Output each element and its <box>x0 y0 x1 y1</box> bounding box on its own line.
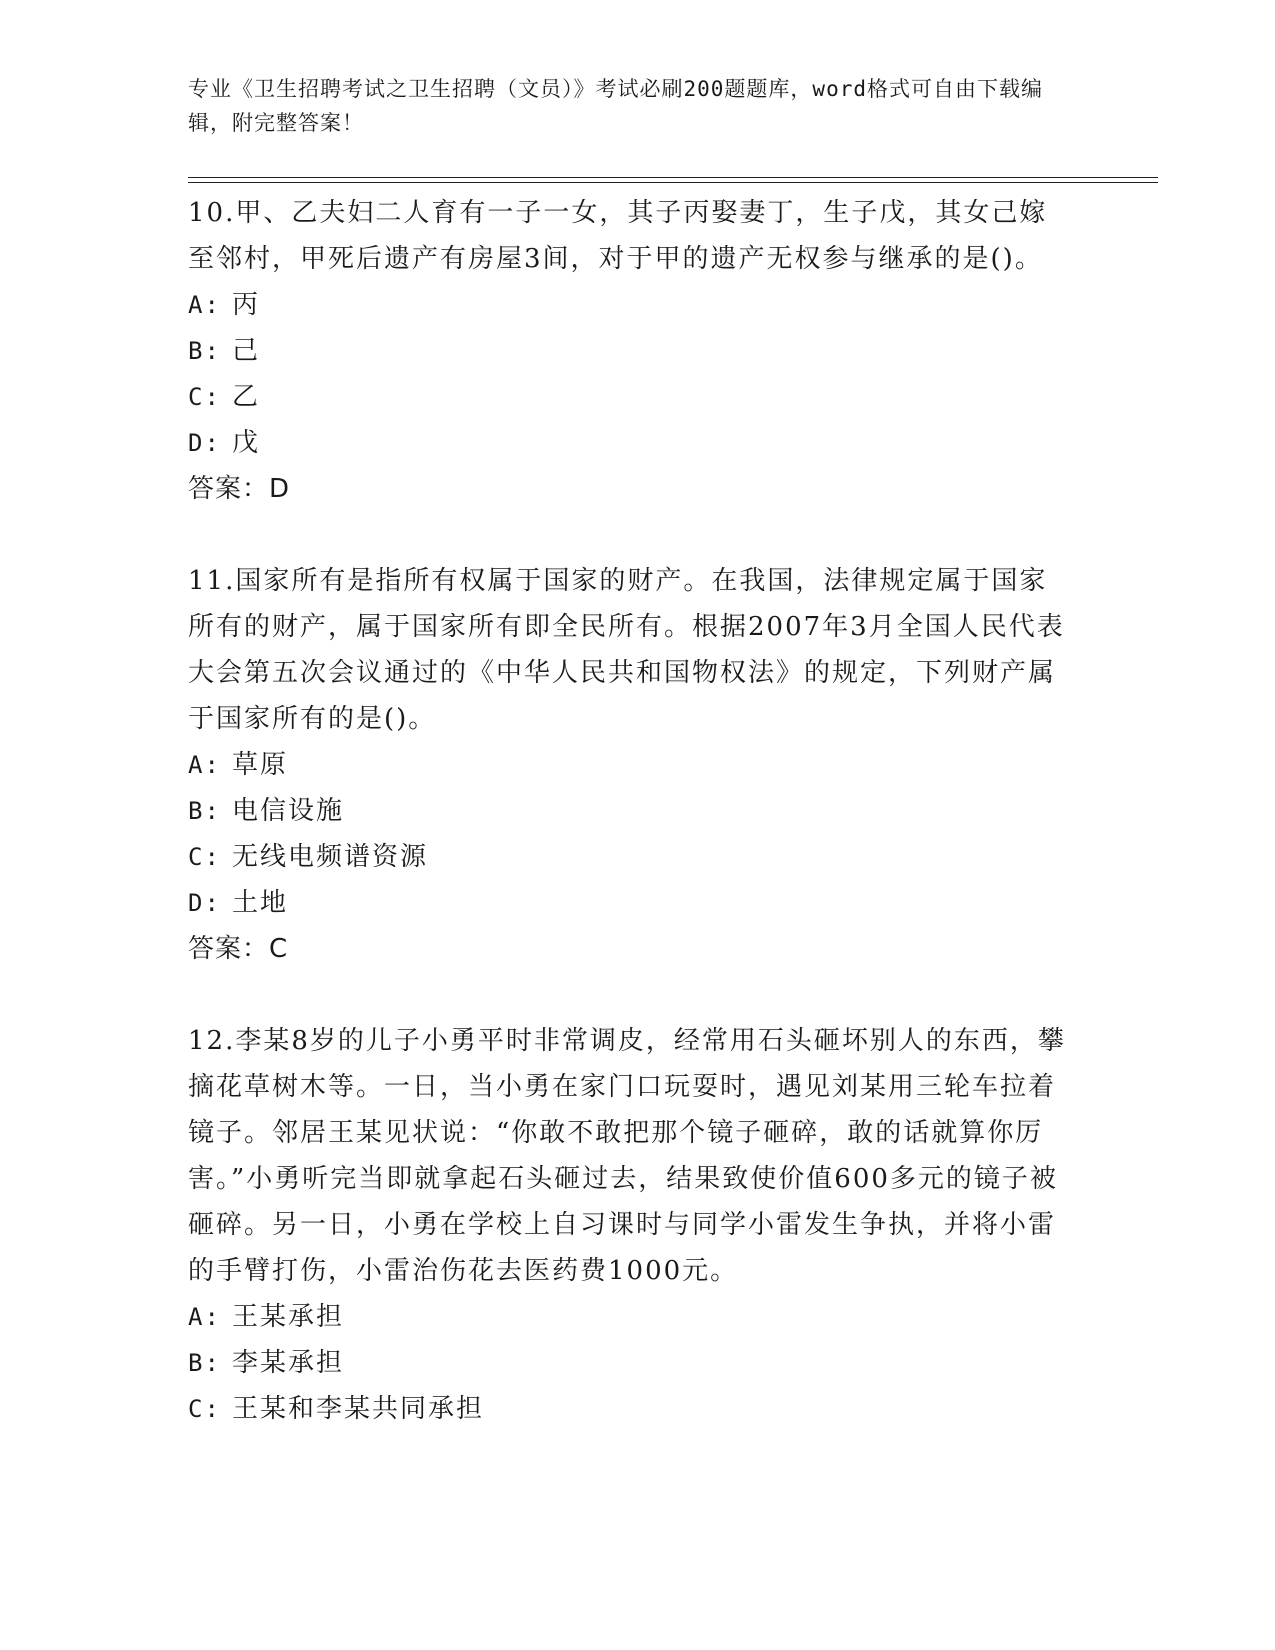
option-key: B: <box>188 337 221 365</box>
question-10 <box>188 190 1068 512</box>
option-text: 丙 <box>232 290 261 320</box>
option-key: B: <box>188 797 221 825</box>
option-c <box>188 1386 1068 1432</box>
question-stem: 12.李某8岁的儿子小勇平时非常调皮，经常用石头砸坏别人的东西，攀摘花草树木等。一日，当小勇在家门口玩耍时，遇见刘某用三轮车拉着镜子。邻居王某见状说：“你敢不敢把那个镜子砸碎，敢的话就算你厉害。”小勇听完当即就拿起石头砸过去，结果致使价值600多元的镜子被砸碎。另一日，小勇在学校上自习课时与同学小雷发生争执，并将小雷的手臂打伤，小雷治伤花去医药费1000元。 <box>188 1026 1066 1286</box>
header-divider-top <box>188 177 1158 178</box>
option-key: D: <box>188 889 221 917</box>
option-text: 戊 <box>232 428 261 458</box>
option-text: 乙 <box>232 382 261 412</box>
option-b <box>188 328 1068 374</box>
option-key: C: <box>188 843 221 871</box>
option-key: C: <box>188 1395 221 1423</box>
option-text: 土地 <box>232 888 289 918</box>
document-header: 专业《卫生招聘考试之卫生招聘（文员）》考试必刷200题题库，word格式可自由下载编辑，附完整答案！ <box>188 77 1043 135</box>
option-key: C: <box>188 383 221 411</box>
option-text: 李某承担 <box>232 1348 345 1378</box>
question-stem: 10.甲、乙夫妇二人育有一子一女，其子丙娶妻丁，生子戊，其女己嫁至邻村，甲死后遗产有房屋3间，对于甲的遗产无权参与继承的是()。 <box>188 198 1048 274</box>
option-b <box>188 788 1068 834</box>
option-a <box>188 282 1068 328</box>
option-key: D: <box>188 429 221 457</box>
question-12 <box>188 1018 1068 1432</box>
option-key: A: <box>188 751 221 779</box>
option-text: 电信设施 <box>232 796 345 826</box>
question-list <box>188 190 1068 1432</box>
answer-label: 答案：C <box>188 934 289 964</box>
option-c <box>188 374 1068 420</box>
option-d <box>188 420 1068 466</box>
option-text: 草原 <box>232 750 289 780</box>
question-11 <box>188 558 1068 972</box>
option-text: 王某承担 <box>232 1302 345 1332</box>
option-text: 无线电频谱资源 <box>232 842 429 872</box>
question-spacer <box>188 972 1068 1018</box>
option-text: 王某和李某共同承担 <box>232 1394 485 1424</box>
option-c <box>188 834 1068 880</box>
option-key: A: <box>188 1303 221 1331</box>
question-spacer <box>188 512 1068 558</box>
option-key: A: <box>188 291 221 319</box>
option-a <box>188 742 1068 788</box>
question-stem: 11.国家所有是指所有权属于国家的财产。在我国，法律规定属于国家所有的财产，属于国家所有即全民所有。根据2007年3月全国人民代表大会第五次会议通过的《中华人民共和国物权法》的规定，下列财产属于国家所有的是()。 <box>188 566 1065 734</box>
option-key: B: <box>188 1349 221 1377</box>
option-d <box>188 880 1068 926</box>
header-divider-bottom <box>188 182 1158 183</box>
answer-label: 答案：D <box>188 474 291 504</box>
option-text: 己 <box>232 336 261 366</box>
option-b <box>188 1340 1068 1386</box>
option-a <box>188 1294 1068 1340</box>
